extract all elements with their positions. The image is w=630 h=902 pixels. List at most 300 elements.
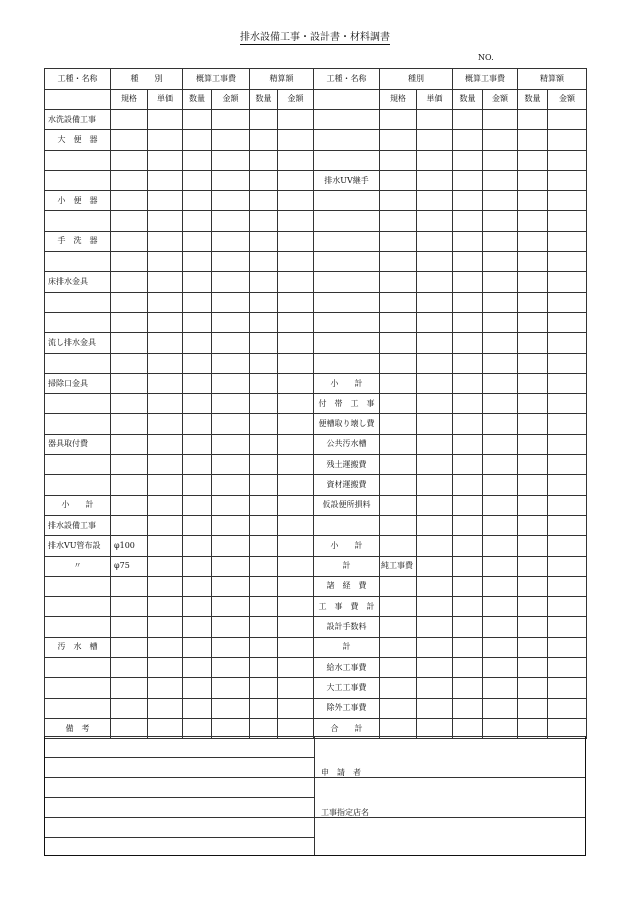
table-cell — [278, 536, 314, 556]
row-spec — [111, 597, 148, 617]
table-cell — [380, 272, 417, 292]
table-cell — [417, 373, 453, 393]
row-right-label: 付 帯 工 事 — [314, 394, 380, 414]
table-cell — [183, 576, 212, 596]
table-cell — [548, 394, 587, 414]
table-cell — [453, 231, 483, 251]
row-spec — [111, 455, 148, 475]
table-cell — [212, 272, 250, 292]
table-cell — [250, 150, 278, 170]
table-cell — [417, 191, 453, 211]
remarks-section — [44, 736, 586, 856]
row-left-label — [45, 292, 111, 312]
table-cell — [250, 191, 278, 211]
header-estimate: 概算工事費 — [183, 69, 250, 90]
table-cell — [148, 698, 183, 718]
row-right-label: 大工工事費 — [314, 678, 380, 698]
table-row — [45, 617, 587, 637]
row-spec — [111, 353, 148, 373]
table-cell — [278, 191, 314, 211]
table-cell — [518, 110, 548, 130]
table-cell — [148, 658, 183, 678]
table-row — [45, 475, 587, 495]
table-cell — [250, 475, 278, 495]
table-cell — [417, 556, 453, 576]
table-cell — [148, 211, 183, 231]
table-cell — [417, 597, 453, 617]
table-cell — [278, 576, 314, 596]
table-cell — [417, 617, 453, 637]
table-row — [45, 130, 587, 150]
header-spec-right: 規格 — [380, 89, 417, 110]
table-cell — [417, 292, 453, 312]
header-amount: 金額 — [212, 89, 250, 110]
header-blank — [45, 89, 111, 110]
table-cell — [380, 536, 417, 556]
table-cell — [483, 434, 518, 454]
table-cell — [148, 414, 183, 434]
table-cell — [483, 617, 518, 637]
table-row — [45, 597, 587, 617]
table-cell — [380, 515, 417, 535]
row-left-label: 汚 水 槽 — [45, 637, 111, 657]
table-cell — [518, 678, 548, 698]
table-cell — [518, 658, 548, 678]
row-spec: φ100 — [111, 536, 148, 556]
table-cell — [183, 698, 212, 718]
table-cell — [483, 150, 518, 170]
table-cell — [278, 211, 314, 231]
table-cell — [278, 292, 314, 312]
table-cell — [453, 191, 483, 211]
table-cell — [148, 130, 183, 150]
table-row — [45, 678, 587, 698]
row-left-label: 排水VU管布設 — [45, 536, 111, 556]
table-cell — [483, 130, 518, 150]
table-cell — [212, 150, 250, 170]
table-cell — [548, 170, 587, 190]
table-cell — [417, 576, 453, 596]
table-cell — [453, 170, 483, 190]
applicant-label: 申 請 者 — [321, 768, 361, 777]
table-cell — [417, 231, 453, 251]
row-left-label — [45, 576, 111, 596]
row-right-label — [314, 231, 380, 251]
table-cell — [518, 556, 548, 576]
table-cell — [453, 678, 483, 698]
table-cell — [483, 475, 518, 495]
table-cell — [417, 110, 453, 130]
table-cell — [212, 455, 250, 475]
table-cell — [183, 272, 212, 292]
table-cell — [483, 495, 518, 515]
table-cell — [518, 515, 548, 535]
table-cell — [212, 475, 250, 495]
table-cell — [417, 637, 453, 657]
table-cell — [380, 170, 417, 190]
table-cell — [148, 637, 183, 657]
table-cell — [250, 231, 278, 251]
table-cell — [453, 698, 483, 718]
table-cell — [278, 414, 314, 434]
table-cell — [417, 333, 453, 353]
table-cell — [183, 617, 212, 637]
row-left-label: 水洗設備工事 — [45, 110, 111, 130]
table-cell — [453, 414, 483, 434]
table-cell — [518, 475, 548, 495]
row-spec — [111, 150, 148, 170]
row-left-label: 排水設備工事 — [45, 515, 111, 535]
table-cell — [212, 434, 250, 454]
table-cell — [380, 455, 417, 475]
table-cell — [212, 515, 250, 535]
table-cell — [548, 637, 587, 657]
table-cell — [380, 110, 417, 130]
header-type-right: 種別 — [380, 69, 453, 90]
header-unit-price: 単価 — [148, 89, 183, 110]
table-cell — [148, 475, 183, 495]
table-cell — [483, 353, 518, 373]
table-cell — [250, 373, 278, 393]
table-cell — [380, 495, 417, 515]
header-amount2: 金額 — [278, 89, 314, 110]
table-cell — [250, 515, 278, 535]
row-left-label — [45, 170, 111, 190]
table-cell — [278, 231, 314, 251]
table-cell — [380, 312, 417, 332]
row-left-label — [45, 211, 111, 231]
table-cell — [148, 617, 183, 637]
row-left-label — [45, 150, 111, 170]
table-cell — [183, 231, 212, 251]
table-cell — [548, 333, 587, 353]
table-cell — [278, 698, 314, 718]
table-cell — [380, 637, 417, 657]
row-left-label: 手 洗 器 — [45, 231, 111, 251]
table-cell — [148, 597, 183, 617]
table-cell — [483, 536, 518, 556]
header-settle-right: 精算額 — [518, 69, 587, 90]
table-cell — [453, 556, 483, 576]
row-left-label: 流し排水金具 — [45, 333, 111, 353]
table-row — [45, 515, 587, 535]
table-cell — [212, 373, 250, 393]
table-cell — [183, 658, 212, 678]
table-cell — [483, 414, 518, 434]
table-cell — [453, 434, 483, 454]
table-cell — [183, 150, 212, 170]
row-spec — [111, 515, 148, 535]
table-cell — [417, 515, 453, 535]
table-cell — [518, 292, 548, 312]
table-cell — [278, 252, 314, 272]
header-amount-right: 金額 — [483, 89, 518, 110]
table-cell — [548, 272, 587, 292]
table-cell — [183, 373, 212, 393]
table-cell — [518, 495, 548, 515]
table-cell — [380, 150, 417, 170]
table-cell — [548, 150, 587, 170]
table-cell — [250, 312, 278, 332]
row-left-label — [45, 678, 111, 698]
table-cell — [453, 576, 483, 596]
table-row — [45, 556, 587, 576]
table-cell — [417, 495, 453, 515]
document-title: 排水設備工事・設計書・材料調書 — [240, 32, 390, 43]
table-cell — [148, 333, 183, 353]
table-row — [45, 312, 587, 332]
table-cell — [380, 373, 417, 393]
row-left-label — [45, 252, 111, 272]
table-cell — [148, 231, 183, 251]
table-cell — [548, 373, 587, 393]
table-cell — [183, 292, 212, 312]
table-cell — [453, 495, 483, 515]
table-cell — [453, 292, 483, 312]
table-cell — [453, 394, 483, 414]
table-cell — [148, 292, 183, 312]
row-left-label: 備 考 — [45, 718, 111, 738]
row-left-label — [45, 597, 111, 617]
table-cell — [183, 191, 212, 211]
table-cell — [380, 353, 417, 373]
row-spec — [111, 678, 148, 698]
row-right-label: 設計手数料 — [314, 617, 380, 637]
row-right-label: 計 — [314, 637, 380, 657]
table-cell — [548, 617, 587, 637]
table-cell — [380, 292, 417, 312]
table-cell — [183, 556, 212, 576]
table-cell — [548, 312, 587, 332]
table-cell — [417, 394, 453, 414]
row-right-label: 諸 経 費 — [314, 576, 380, 596]
row-right-label — [314, 110, 380, 130]
table-cell — [518, 597, 548, 617]
table-cell — [453, 272, 483, 292]
table-cell — [212, 170, 250, 190]
row-left-label: 床排水金具 — [45, 272, 111, 292]
row-right-label — [314, 191, 380, 211]
table-cell — [453, 475, 483, 495]
table-cell — [212, 576, 250, 596]
row-left-label — [45, 414, 111, 434]
table-cell — [417, 678, 453, 698]
row-spec — [111, 373, 148, 393]
row-spec — [111, 576, 148, 596]
table-cell — [380, 211, 417, 231]
table-cell — [417, 658, 453, 678]
table-row — [45, 414, 587, 434]
table-cell — [417, 252, 453, 272]
table-cell — [183, 434, 212, 454]
table-cell — [212, 110, 250, 130]
table-row — [45, 637, 587, 657]
table-cell — [183, 353, 212, 373]
row-right-label: 排水UV継手 — [314, 170, 380, 190]
row-right-label: 小 計 — [314, 536, 380, 556]
table-row — [45, 252, 587, 272]
header-settle: 精算額 — [250, 69, 314, 90]
table-cell — [380, 333, 417, 353]
row-left-label: 小 便 器 — [45, 191, 111, 211]
table-cell — [183, 333, 212, 353]
table-cell — [183, 170, 212, 190]
row-left-label: 大 便 器 — [45, 130, 111, 150]
table-cell — [250, 678, 278, 698]
table-cell — [250, 617, 278, 637]
table-cell — [212, 414, 250, 434]
table-cell — [380, 698, 417, 718]
table-cell — [380, 597, 417, 617]
table-cell — [548, 353, 587, 373]
header-kind-name-right: 工種・名称 — [314, 69, 380, 90]
header-kind-name: 工種・名称 — [45, 69, 111, 90]
table-cell — [548, 292, 587, 312]
table-row — [45, 292, 587, 312]
row-right-label: 便槽取り壊し費 — [314, 414, 380, 434]
row-spec — [111, 272, 148, 292]
remarks-area — [45, 737, 315, 855]
table-cell — [548, 597, 587, 617]
table-cell — [453, 312, 483, 332]
row-left-label — [45, 353, 111, 373]
table-cell — [453, 373, 483, 393]
table-cell — [183, 211, 212, 231]
table-cell — [148, 678, 183, 698]
table-cell — [278, 170, 314, 190]
row-spec — [111, 434, 148, 454]
row-right-label: 給水工事費 — [314, 658, 380, 678]
table-cell — [148, 536, 183, 556]
table-cell — [278, 475, 314, 495]
table-cell — [483, 658, 518, 678]
table-cell — [148, 434, 183, 454]
row-left-label — [45, 658, 111, 678]
table-cell — [518, 698, 548, 718]
table-cell — [548, 515, 587, 535]
table-cell — [518, 353, 548, 373]
table-cell — [380, 617, 417, 637]
header-qty2: 数量 — [250, 89, 278, 110]
row-spec — [111, 292, 148, 312]
table-cell — [278, 617, 314, 637]
table-cell — [380, 394, 417, 414]
table-cell — [278, 515, 314, 535]
table-cell — [148, 312, 183, 332]
table-cell — [278, 658, 314, 678]
number-label: NO. — [478, 53, 494, 62]
table-cell — [548, 556, 587, 576]
table-cell — [417, 272, 453, 292]
table-row — [45, 211, 587, 231]
table-cell — [453, 637, 483, 657]
table-cell — [548, 678, 587, 698]
table-cell — [250, 272, 278, 292]
table-cell — [548, 191, 587, 211]
row-spec — [111, 170, 148, 190]
table-cell — [518, 637, 548, 657]
table-cell — [453, 536, 483, 556]
table-cell — [250, 556, 278, 576]
table-cell — [148, 110, 183, 130]
table-cell — [250, 252, 278, 272]
row-right-label: 残土運搬費 — [314, 455, 380, 475]
table-cell — [453, 333, 483, 353]
row-right-label: 公共汚水槽 — [314, 434, 380, 454]
row-right-label — [314, 312, 380, 332]
row-right-label: 小 計 — [314, 373, 380, 393]
table-cell — [250, 394, 278, 414]
table-cell — [148, 191, 183, 211]
row-right-type: 純工事費 — [380, 556, 417, 576]
table-cell — [518, 312, 548, 332]
table-cell — [453, 252, 483, 272]
table-cell — [483, 515, 518, 535]
table-cell — [148, 373, 183, 393]
row-spec — [111, 637, 148, 657]
table-row — [45, 353, 587, 373]
table-cell — [518, 150, 548, 170]
row-left-label — [45, 475, 111, 495]
table-cell — [483, 191, 518, 211]
table-cell — [278, 312, 314, 332]
table-cell — [483, 556, 518, 576]
table-cell — [518, 231, 548, 251]
table-cell — [183, 475, 212, 495]
table-cell — [380, 678, 417, 698]
table-cell — [518, 211, 548, 231]
table-cell — [483, 292, 518, 312]
table-cell — [183, 312, 212, 332]
table-cell — [380, 252, 417, 272]
table-cell — [278, 150, 314, 170]
table-cell — [183, 515, 212, 535]
table-row — [45, 698, 587, 718]
table-cell — [278, 110, 314, 130]
table-cell — [380, 576, 417, 596]
table-cell — [148, 515, 183, 535]
table-cell — [148, 353, 183, 373]
header-qty: 数量 — [183, 89, 212, 110]
table-cell — [417, 211, 453, 231]
row-right-label — [314, 211, 380, 231]
table-cell — [212, 394, 250, 414]
table-cell — [380, 475, 417, 495]
table-cell — [183, 637, 212, 657]
table-cell — [148, 576, 183, 596]
table-cell — [518, 455, 548, 475]
table-cell — [548, 231, 587, 251]
table-cell — [548, 414, 587, 434]
table-row — [45, 191, 587, 211]
row-spec — [111, 211, 148, 231]
table-cell — [212, 191, 250, 211]
row-right-label — [314, 130, 380, 150]
table-cell — [380, 130, 417, 150]
table-cell — [417, 150, 453, 170]
header-blank-right — [314, 89, 380, 110]
table-cell — [417, 170, 453, 190]
table-cell — [278, 353, 314, 373]
table-cell — [278, 373, 314, 393]
table-cell — [212, 333, 250, 353]
row-spec — [111, 475, 148, 495]
table-cell — [212, 678, 250, 698]
header-qty-right: 数量 — [453, 89, 483, 110]
table-cell — [250, 698, 278, 718]
row-left-label: 掃除口金具 — [45, 373, 111, 393]
header-unit-price-right: 単価 — [417, 89, 453, 110]
